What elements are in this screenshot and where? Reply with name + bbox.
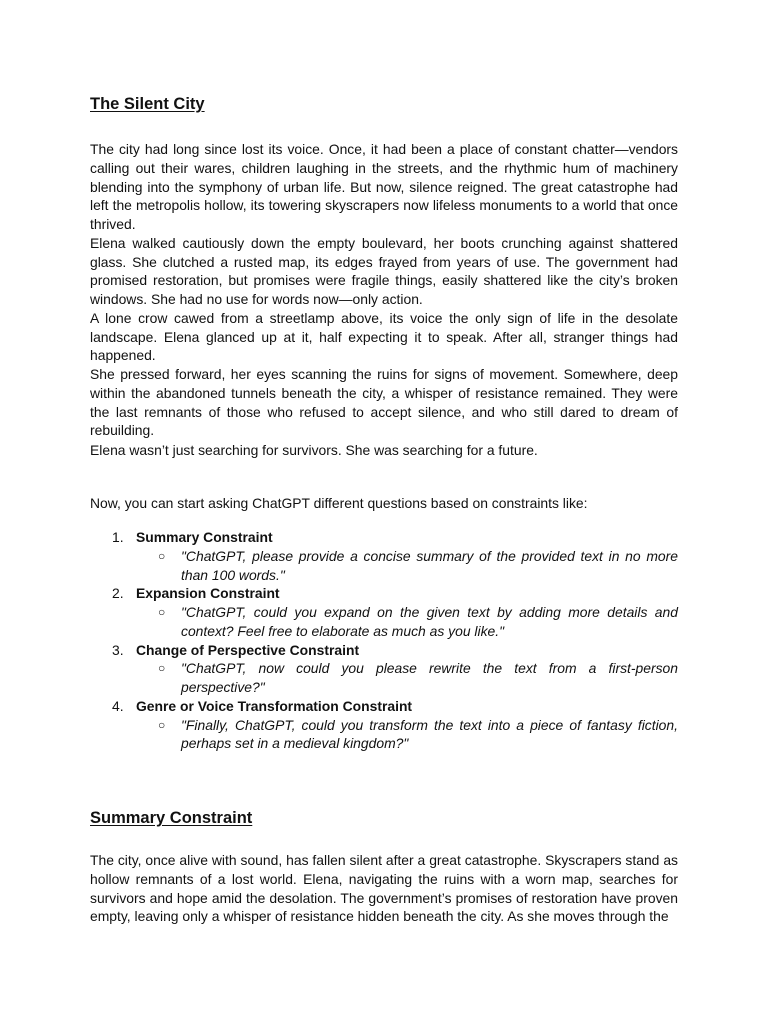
list-number: 2. [112,585,124,602]
summary-heading: Summary Constraint [90,809,253,827]
summary-paragraph: The city, once alive with sound, has fallen silent after a great catastrophe. Skyscrapers stand as hollow remnants of a lost world. Elena, navigating the ruins with a worn map, searches for survivors and hope amid the desolation. The government’s promises of restoration have proven empty, leaving only a whisper of resistance hidden beneath the city. As she moves through the [90,852,678,925]
prompt-text: "ChatGPT, now could you please rewrite the text from a first-person perspective?" [181,660,678,695]
list-item [90,697,678,753]
prompt-text: "Finally, ChatGPT, could you transform the text into a piece of fantasy fiction, perhaps set in a medieval kingdom?" [181,716,678,752]
closing-line: Elena wasn’t just searching for survivors. She was searching for a future. [90,442,538,458]
constraint-prompt [136,716,678,754]
story-paragraph: A lone crow cawed from a streetlamp above, its voice the only sign of life in the desolate landscape. Elena glanced up at it, half expecting it to speak. After all, stranger things had happened. [90,309,678,364]
list-number: 3. [112,641,124,658]
constraint-list [90,528,678,753]
constraint-label: Expansion Constraint [136,585,280,602]
list-number: 1. [112,529,124,545]
constraint-label: Change of Perspective Constraint [136,641,360,658]
list-item [90,641,678,697]
constraint-prompt [136,547,678,585]
list-item [90,528,678,584]
list-number: 4. [112,697,124,714]
prompt-text: "ChatGPT, could you expand on the given text by adding more details and context? Feel free to elaborate as much as you like." [181,604,678,639]
constraint-prompt [136,603,678,641]
constraint-label: Genre or Voice Transformation Constraint [136,697,413,714]
constraint-label: Summary Constraint [136,529,273,545]
story-paragraph: Elena walked cautiously down the empty boulevard, her boots crunching against shattered glass. She clutched a rusted map, its edges frayed from years of use. The government had promised restoration, but promises were fragile things, easily shattered like the city’s broken windows. She had no use for words now—only action. [90,234,678,307]
intro-text: Now, you can start asking ChatGPT different questions based on constraints like: [90,495,588,511]
constraint-prompt [136,659,678,697]
hollow-bullet-icon: ○ [158,717,166,732]
hollow-bullet-icon: ○ [158,548,166,563]
list-item [90,584,678,640]
story-paragraph: She pressed forward, her eyes scanning the ruins for signs of movement. Somewhere, deep within the abandoned tunnels beneath the city, a whisper of resistance remained. They were the last remnants of those who refused to accept silence, and who still dared to dream of rebuilding. [90,366,678,439]
story-paragraph: The city had long since lost its voice. Once, it had been a place of constant chatter—vendors calling out their wares, children laughing in the streets, and the rhythmic hum of machinery blending into the symphony of urban life. But now, silence reigned. The great catastrophe had left the metropolis hollow, its towering skyscrapers now lifeless monuments to a world that once thrived. [90,141,678,232]
story-body [90,140,678,440]
hollow-bullet-icon: ○ [158,661,166,676]
prompt-text: "ChatGPT, please provide a concise summary of the provided text in no more than 100 words." [181,547,678,583]
document-title: The Silent City [90,95,205,113]
hollow-bullet-icon: ○ [158,605,166,619]
